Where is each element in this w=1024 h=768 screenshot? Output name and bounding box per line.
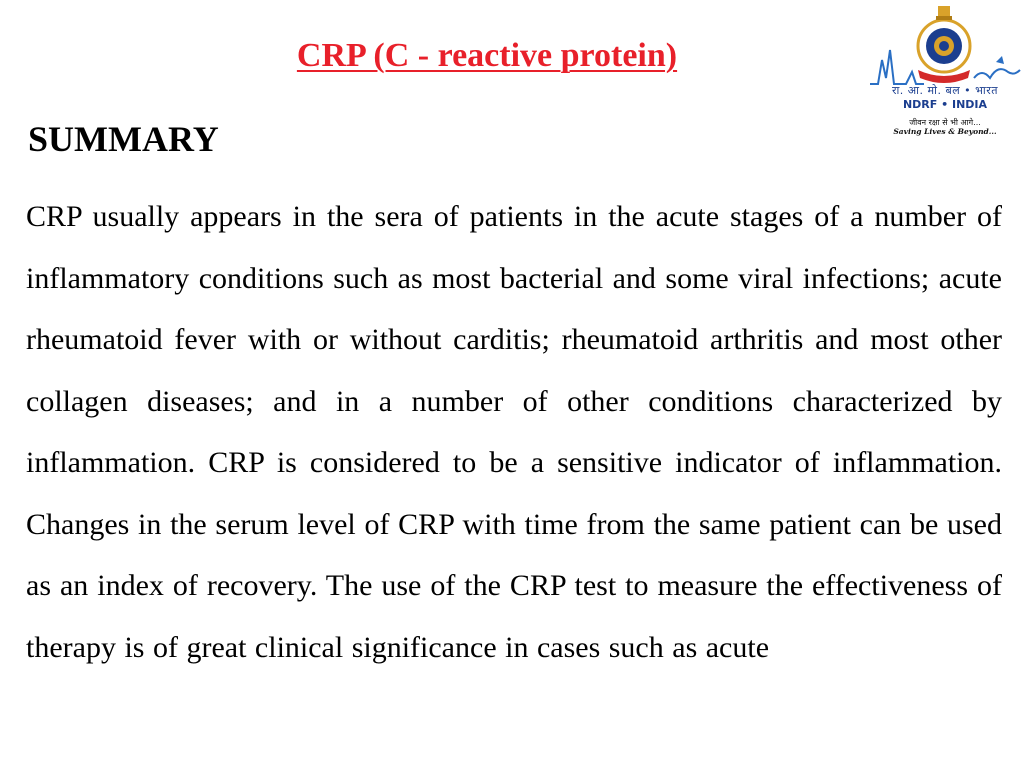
summary-paragraph: CRP usually appears in the sera of patients in the acute stages of a number of inflammatory conditions such as most bacterial and some viral infections; acute rheumatoid fever with or without carditis; rheumatoid arthritis and most other collagen diseases; and in a number of other conditions characterized by inflammation. CRP is considered to be a sensitive indicator of inflammation. Changes in the serum level of CRP with time from the same patient can be used as an index of recovery. The use of the CRP test to measure the effectiveness of therapy is of great clinical significance in cases such as acute xyxy=(26,200,1002,664)
logo-hindi-name: रा. आ. मो. बल • भारत xyxy=(891,84,999,97)
section-heading: SUMMARY xyxy=(28,119,219,159)
logo-tagline: Saving Lives & Beyond... xyxy=(893,127,997,136)
slide-title: CRP (C - reactive protein) xyxy=(296,37,678,74)
logo-org-name: NDRF • INDIA xyxy=(902,98,988,111)
logo-hindi-motto: जीवन रक्षा से भी आगे... xyxy=(909,118,981,127)
ndrf-logo xyxy=(866,0,1024,142)
